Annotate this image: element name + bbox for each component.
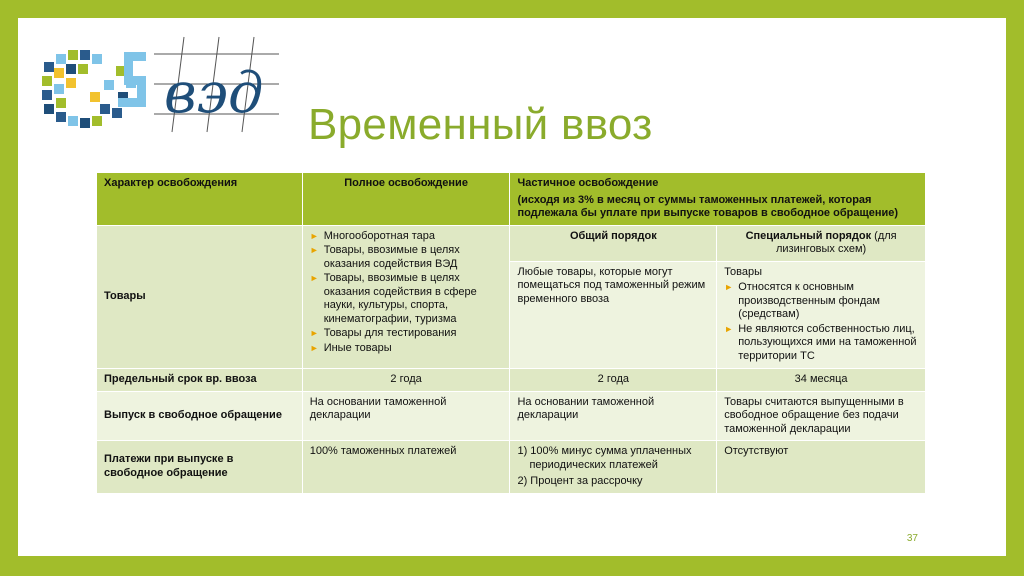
term-full: 2 года [302,369,510,392]
list-item: ► Иные товары [310,342,503,356]
special-title-rest: (для лизинговых схем) [775,229,897,255]
header-partial [510,173,926,226]
globe-icon [42,50,136,128]
goods-general-title: Общий порядок [510,225,717,261]
header-character: Характер освобождения [97,173,303,226]
header-partial-note: (исходя из 3% в месяц от суммы таможенных платежей, которая подлежала бы уплате при выпуске товаров в свободное обращение) [517,193,899,219]
goods-label: Товары [97,225,303,369]
table-row [97,391,926,441]
payments-special: Отсутствуют [717,441,926,494]
goods-general-text: Любые товары, которые могут помещаться под таможенный режим временного ввоза [510,261,717,369]
list-item: ► Не являются собственностью лиц, пользующихся ими на таможенной территории ТС [724,323,918,364]
goods-special-title [717,225,926,261]
logo-text: вэд [164,61,264,126]
list-item: ► Товары для тестирования [310,327,503,341]
term-special: 34 месяца [717,369,926,392]
release-general: На основании таможенной декларации [510,391,717,441]
release-full: На основании таможенной декларации [302,391,510,441]
payments-general-2: 2) Процент за рассрочку [517,475,643,487]
table-row [97,225,926,261]
payments-general [510,441,717,494]
term-general: 2 года [510,369,717,392]
ved-logo [34,32,284,146]
header-partial-title: Частичное освобождение [517,177,659,189]
goods-full [302,225,510,369]
page-number: 37 [906,533,918,544]
release-special: Товары считаются выпущенными в свободное обращение без подачи таможенной декларации [717,391,926,441]
s-shape-icon [118,52,146,107]
term-label: Предельный срок вр. ввоза [97,369,303,392]
page-title: Временный ввоз [308,100,653,149]
special-intro: Товары [724,265,763,278]
special-title-bold: Специальный порядок [745,229,872,242]
table-row [97,369,926,392]
header-full: Полное освобождение [302,173,510,226]
goods-special-list [724,281,918,363]
list-item: ► Товары, ввозимые в целях оказания содействия в сфере науки, культуры, спорта, кинематографии, туризма [310,272,503,326]
list-item: ► Относятся к основным производственным фондам (средствам) [724,281,918,322]
goods-special-text [717,261,926,369]
table-header-row [97,173,926,226]
exemption-table [96,172,926,494]
release-label: Выпуск в свободное обращение [97,391,303,441]
slide [18,18,1006,556]
payments-full: 100% таможенных платежей [302,441,510,494]
list-item: ► Товары, ввозимые в целях оказания содействия ВЭД [310,244,503,271]
table-row [97,441,926,494]
list-item: ► Многооборотная тара [310,230,503,244]
payments-label: Платежи при выпуске в свободное обращение [97,441,303,494]
payments-general-1: 1) 100% минус сумма уплаченных периодических платежей [517,445,692,471]
goods-full-list [310,230,503,356]
